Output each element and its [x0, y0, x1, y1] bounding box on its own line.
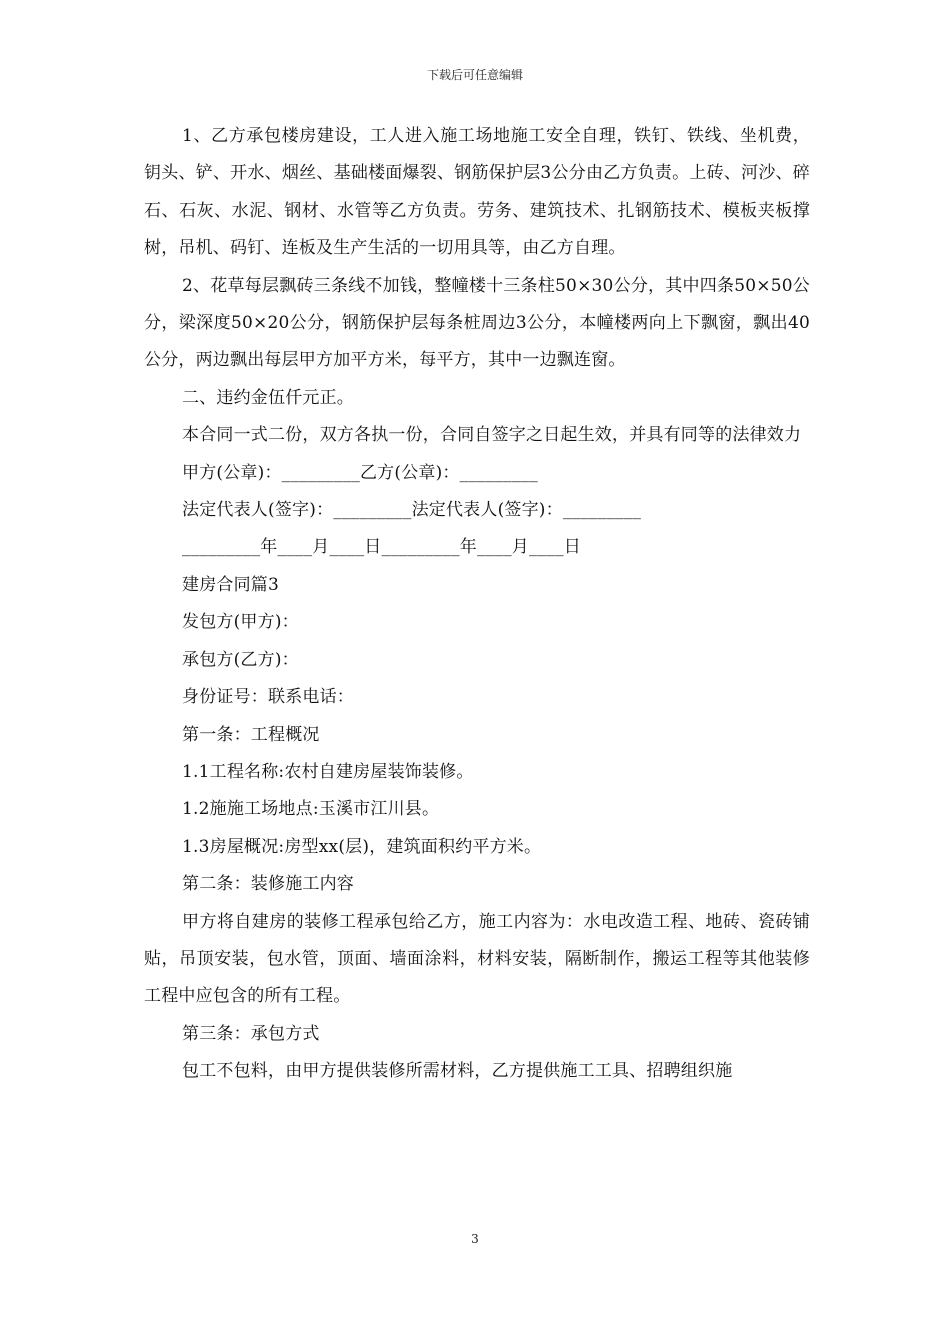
page-header: 下载后可任意编辑 — [426, 68, 523, 82]
validity-clause: 本合同一式二份，双方各执一份，合同自签字之日起生效，并具有同等的法律效力 — [182, 425, 802, 446]
article-2-heading: 第二条：装修施工内容 — [182, 874, 354, 895]
article-3-heading: 第三条：承包方式 — [182, 1023, 320, 1044]
representative-signature-line: 法定代表人(签字)：_________法定代表人(签字)：_________ — [182, 500, 642, 521]
project-name-line: 1.1工程名称:农村自建房屋装饰装修。 — [182, 761, 474, 782]
party-b-label: 承包方(乙方)： — [182, 649, 299, 670]
party-a-label: 发包方(甲方)： — [182, 612, 299, 633]
project-location-line: 1.2施施工场地点:玉溪市江川县。 — [182, 799, 440, 820]
contract-method-paragraph: 包工不包料，由甲方提供装修所需材料，乙方提供施工工具、招聘组织施 — [182, 1061, 733, 1082]
section-title: 建房合同篇3 — [182, 574, 280, 595]
construction-content-paragraph: 甲方将自建房的装修工程承包给乙方，施工内容为：水电改造工程、地砖、瓷砖铺贴，吊顶安装，包水管，顶面、墙面涂料，材料安装，隔断制作，搬运工程等其他装修工程中应包含的所有工程。 — [144, 911, 810, 1007]
article-1-heading: 第一条：工程概况 — [182, 724, 320, 745]
paragraph-item-2: 2、花草每层飘砖三条线不加钱，整幢楼十三条柱50×30公分，其中四条50×50公分，梁深度50×20公分，钢筋保护层每条桩周边3公分，本幢楼两向上下飘窗，飘出40公分，两边飘出每层甲方加平方米，每平方，其中一边飘连窗。 — [144, 275, 810, 371]
document-body — [144, 118, 810, 1091]
party-seal-line: 甲方(公章)：_________乙方(公章)：_________ — [182, 462, 538, 483]
penalty-clause: 二、违约金伍仟元正。 — [182, 387, 354, 408]
date-line: _________年____月____日_________年____月____日 — [182, 537, 581, 558]
id-phone-line: 身份证号：联系电话： — [182, 687, 354, 708]
house-overview-line: 1.3房屋概况:房型xx(层)，建筑面积约平方米。 — [182, 836, 542, 857]
page-number: 3 — [471, 1232, 479, 1246]
paragraph-item-1: 1、乙方承包楼房建设，工人进入施工场地施工安全自理，铁钉、铁线、坐机费，钥头、铲、开水、烟丝、基础楼面爆裂、钢筋保护层3公分由乙方负责。上砖、河沙、碎石、石灰、水泥、钢材、水管等乙方负责。劳务、建筑技术、扎钢筋技术、模板夹板撑树，吊机、码钉、连板及生产生活的一切用具等，由乙方自理。 — [144, 126, 810, 259]
